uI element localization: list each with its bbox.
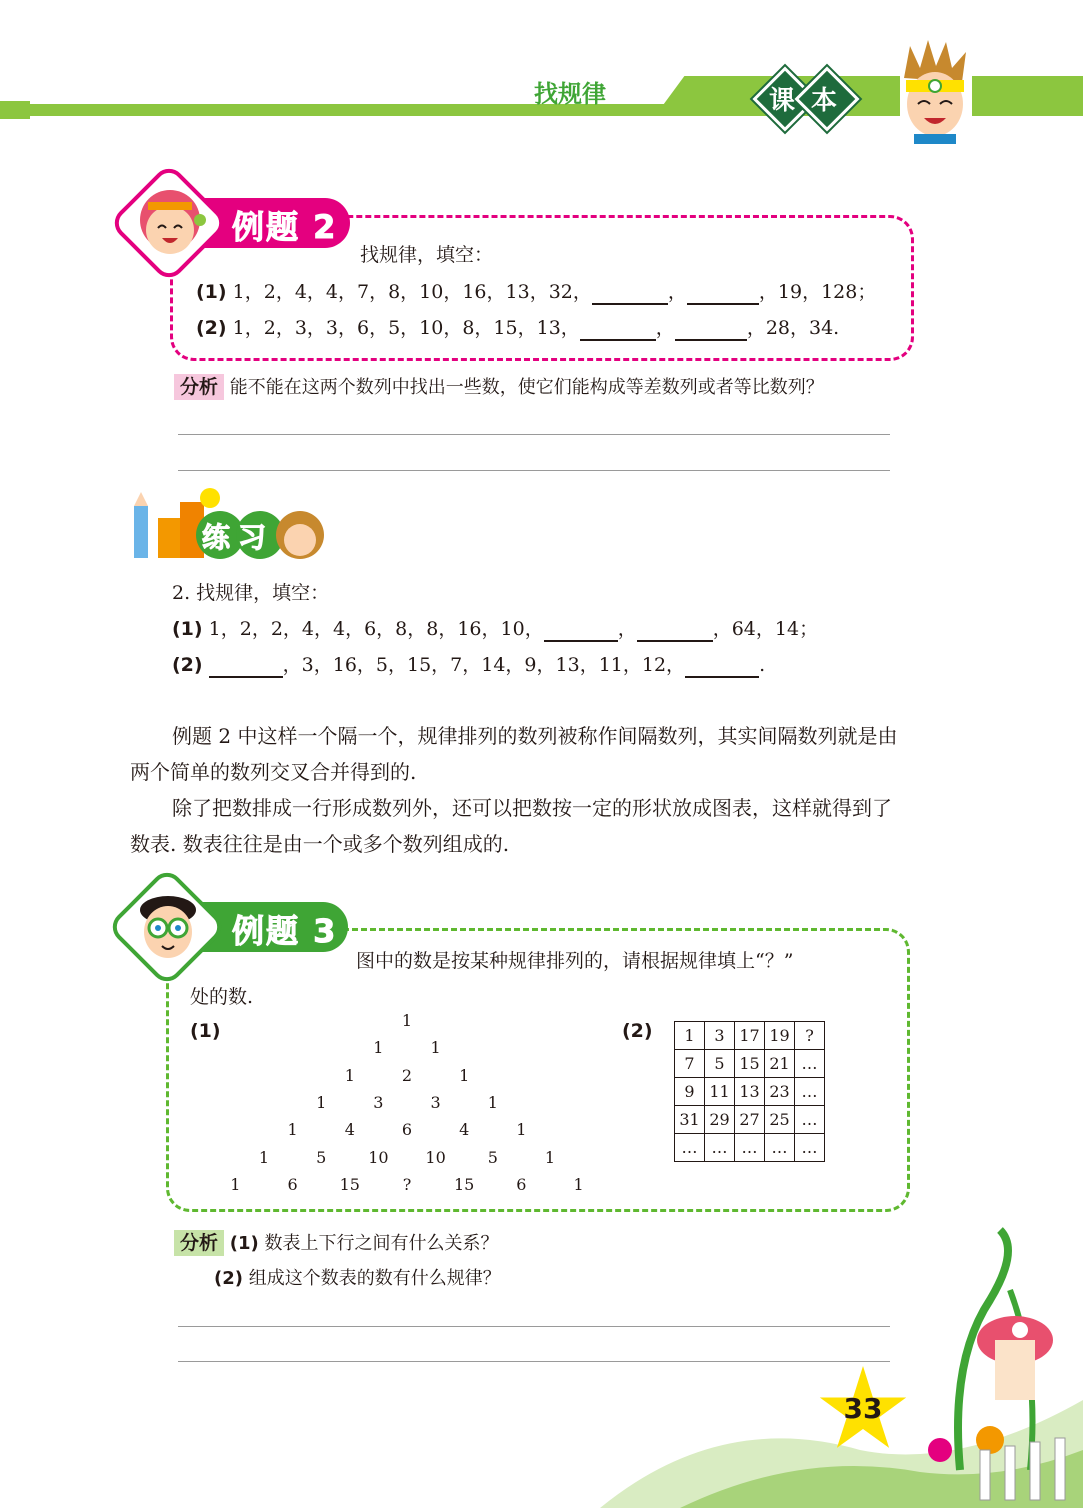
triangle-cell: 15 [339,1174,360,1194]
sequence-tail: ，28，34. [746,317,840,339]
table-cell: 25 [765,1106,795,1134]
item-label: (1) [196,281,227,303]
triangle-cell: 5 [316,1147,327,1167]
paragraph-2-line-1: 除了把数排成一行形成数列外，还可以把数按一定的形状放成图表，这样就得到了 [172,796,892,820]
sequence-tail: ，64，14； [712,618,819,640]
answer-blank[interactable] [592,285,668,305]
table-cell: 31 [675,1106,705,1134]
example3-analysis-2 [214,1264,501,1290]
table-cell: 21 [765,1050,795,1078]
table-cell: … [795,1106,825,1134]
table-cell: 23 [765,1078,795,1106]
triangle-cell: 1 [401,1011,413,1030]
answer-blank[interactable] [580,321,656,341]
analysis-text: 能不能在这两个数列中找出一些数，使它们能构成等差数列或者等比数列？ [229,377,824,398]
girl-avatar-icon [130,180,210,268]
table-cell: 29 [705,1106,735,1134]
triangle-cell: 1 [230,1174,241,1194]
table-cell: 27 [735,1106,765,1134]
example3-part1-label: (1) [190,1020,221,1042]
triangle-cell: 10 [368,1147,389,1167]
sequence-tail: . [759,654,766,676]
badge-char-2: 本 [810,86,837,116]
triangle-cell: 5 [487,1147,498,1167]
triangle-cell: 1 [258,1147,270,1167]
item-label: (2) [196,317,227,339]
table-cell: 15 [735,1050,765,1078]
paragraph-2-line-2: 数表. 数表往往是由一个或多个数列组成的. [130,832,510,856]
header-tab-right [972,76,1083,116]
practice-title-text: 2. 找规律，填空： [172,582,330,604]
table-cell: … [735,1134,765,1162]
sequence-text: ，3，16，5，15，7，14，9，13，11，12， [282,654,686,676]
paragraph-1-line-2: 两个简单的数列交叉合并得到的. [130,760,417,784]
page-title: 找规律 [534,80,606,108]
example3-part2-label: (2) [622,1020,653,1042]
triangle-cell: 1 [344,1065,355,1085]
practice-badge-text: 练习 [202,521,275,554]
answer-blank[interactable] [675,321,747,341]
triangle-cell: 1 [287,1120,298,1140]
analysis-text: 组成这个数表的数有什么规律？ [248,1268,501,1289]
table-row [675,1134,825,1162]
table-cell: 17 [735,1022,765,1050]
number-table [674,1021,825,1162]
example2-item-2 [196,315,839,341]
item-label: (2) [172,654,203,676]
example3-intro-line-1: 图中的数是按某种规律排列的，请根据规律填上“？” [356,950,794,972]
table-cell: 9 [675,1078,705,1106]
triangle-cell: 6 [401,1120,413,1140]
triangle-cell[interactable]: ? [402,1174,412,1194]
example2-analysis [174,372,824,399]
sequence-sep: ， [617,618,637,640]
table-row [675,1050,825,1078]
sequence-text: 1，2，3，3，6，5，10，8，15，13， [232,317,580,339]
table-cell: 13 [735,1078,765,1106]
page-number: 33 [843,1392,883,1425]
practice-item-2 [172,652,765,678]
table-cell: … [705,1134,735,1162]
triangle-cell: 2 [401,1065,413,1085]
analysis-item-label: (2) [214,1268,243,1289]
answer-line[interactable] [178,470,890,471]
sequence-tail: ，19，128； [758,281,877,303]
table-row [675,1078,825,1106]
triangle-cell: 6 [287,1174,298,1194]
table-cell: 7 [675,1050,705,1078]
table-cell: 19 [765,1022,795,1050]
sequence-sep: ， [655,317,675,339]
triangle-cell: 1 [544,1147,556,1167]
table-cell: … [795,1050,825,1078]
triangle-cell: 4 [344,1120,355,1140]
triangle-cell: 15 [454,1174,475,1194]
triangle-cell: 10 [425,1147,446,1167]
example3-badge-text: 例题 3 [232,912,338,950]
triangle-cell: 1 [459,1065,470,1085]
triangle-cell: 1 [430,1038,441,1058]
triangle-cell: 1 [487,1092,498,1112]
sequence-text: 1，2，2，4，4，6，8，8，16，10， [208,618,544,640]
table-cell: 1 [675,1022,705,1050]
triangle-cell: 1 [316,1092,327,1112]
table-cell: 3 [705,1022,735,1050]
table-cell: 11 [705,1078,735,1106]
triangle-cell: 1 [573,1174,584,1194]
table-cell: … [765,1134,795,1162]
triangle-cell: 1 [373,1038,384,1058]
example2-badge-text: 例题 2 [232,208,338,246]
triangle-cell: 1 [516,1120,527,1140]
triangle-cell: 6 [516,1174,527,1194]
triangle-cell: 3 [430,1092,441,1112]
triangle-cell: 4 [459,1120,470,1140]
answer-blank[interactable] [637,622,713,642]
answer-blank[interactable] [685,658,759,678]
answer-blank[interactable] [544,622,618,642]
practice-item-1 [172,616,818,642]
item-label: (1) [172,618,203,640]
answer-line[interactable] [178,434,890,435]
example2-intro: 找规律，填空： [360,244,494,266]
table-row [675,1106,825,1134]
practice-title [172,580,329,606]
sequence-sep: ， [667,281,687,303]
table-cell: … [675,1134,705,1162]
analysis-label: 分析 [174,374,224,400]
analysis-text: 数表上下行之间有什么关系？ [264,1233,499,1254]
table-row [675,1022,825,1050]
analysis-label: 分析 [174,1230,224,1256]
boy-mascot-icon [896,38,974,144]
paragraph-1-line-1: 例题 2 中这样一个隔一个，规律排列的数列被称作间隔数列，其实间隔数列就是由 [172,724,898,748]
table-cell[interactable]: ? [795,1022,825,1050]
triangle-cell: 3 [373,1092,384,1112]
table-cell: … [795,1078,825,1106]
answer-blank[interactable] [209,658,283,678]
example3-analysis-1 [174,1228,498,1255]
answer-blank[interactable] [687,285,759,305]
example2-item-1 [196,279,876,305]
boy-glasses-avatar-icon [128,882,208,970]
analysis-item-label: (1) [229,1233,259,1254]
table-cell: … [795,1134,825,1162]
badge-char-1: 课 [768,86,795,116]
sequence-text: 1，2，4，4，7，8，10，16，13，32， [232,281,592,303]
garden-scene-illustration-icon [600,1210,1083,1508]
table-cell: 5 [705,1050,735,1078]
example3-intro-line-2: 处的数. [190,986,254,1008]
